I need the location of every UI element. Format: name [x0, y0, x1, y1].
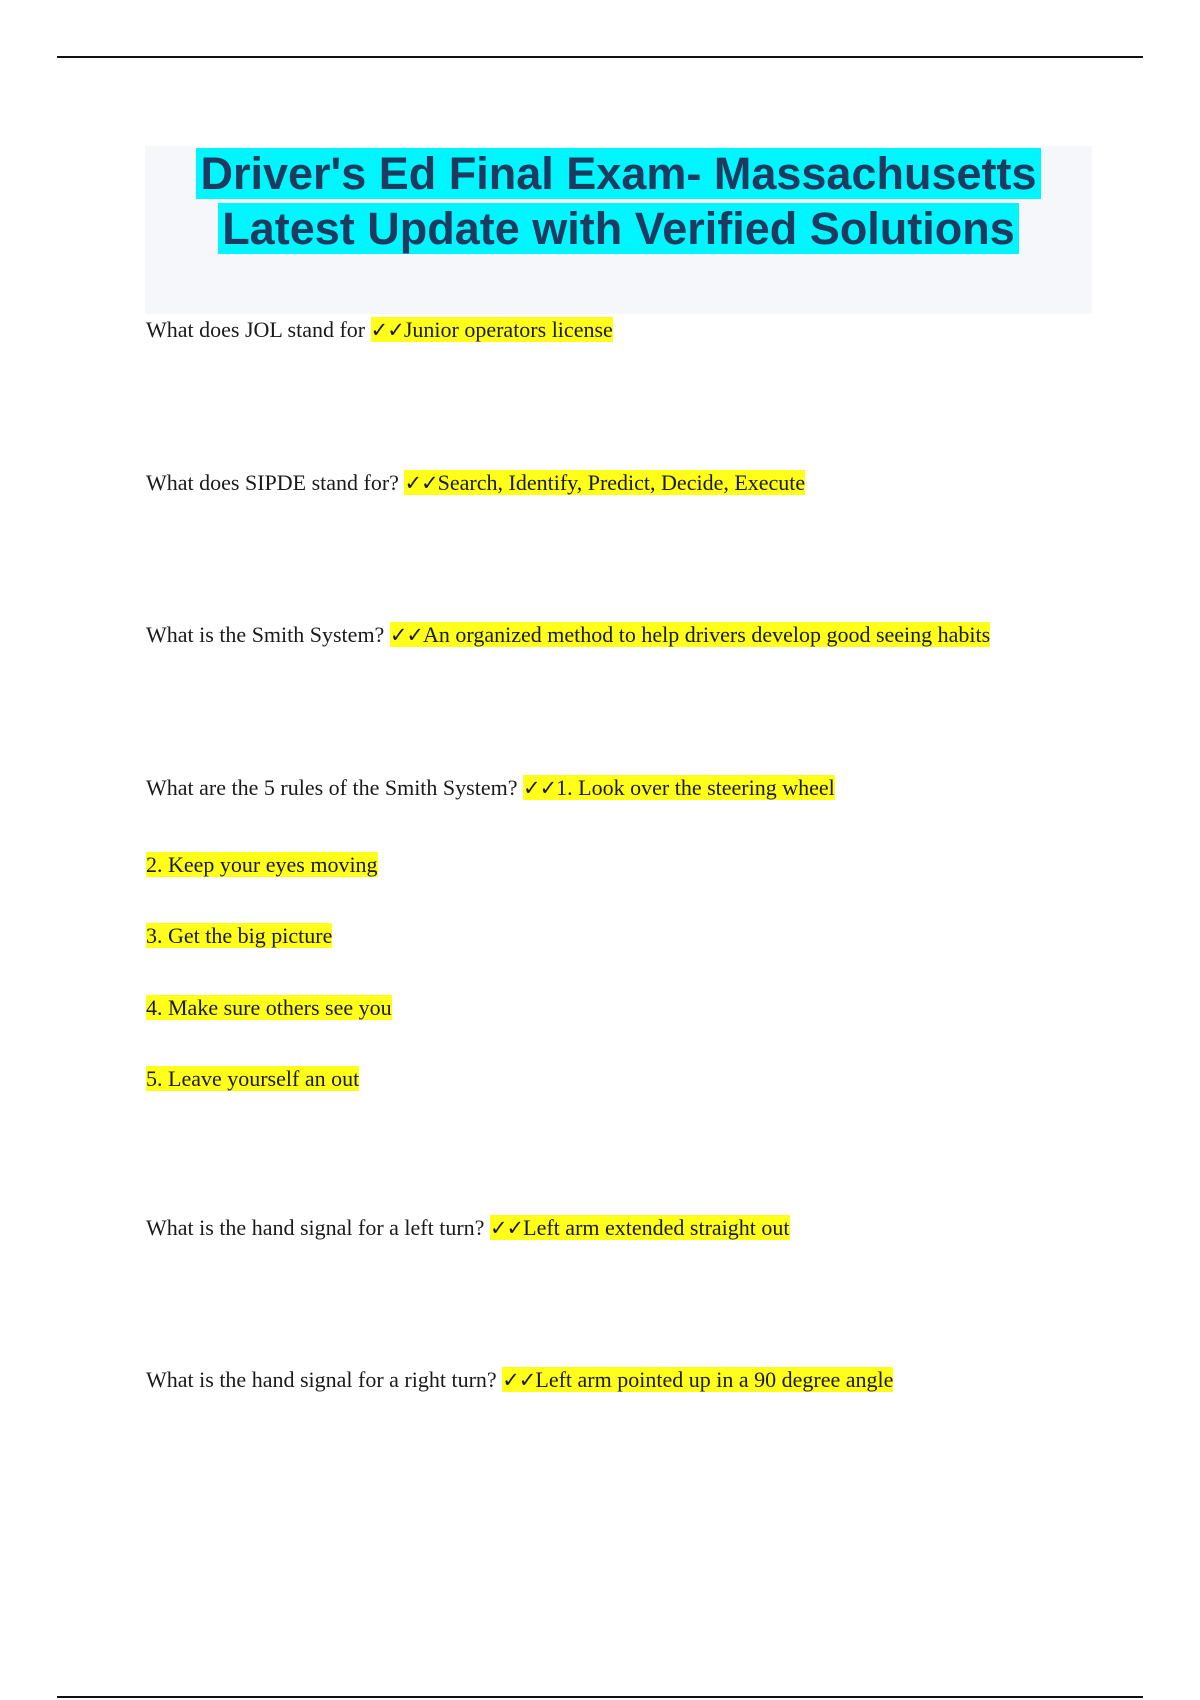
answer-continuation-4	[146, 993, 392, 1023]
question-text: What is the Smith System?	[146, 622, 385, 647]
question-text: What does JOL stand for	[146, 317, 366, 342]
answer-text: 3. Get the big picture	[146, 923, 333, 948]
answer-text: 5. Leave yourself an out	[146, 1066, 360, 1091]
answer-text: 1. Look over the steering wheel	[556, 775, 835, 800]
question-text: What is the hand signal for a right turn?	[146, 1367, 497, 1392]
question-text: What does SIPDE stand for?	[146, 470, 399, 495]
top-rule	[57, 56, 1143, 58]
check-icon: ✓✓	[489, 1216, 524, 1240]
answer-highlight	[490, 1215, 790, 1240]
question-2	[146, 468, 805, 498]
check-icon: ✓✓	[389, 623, 424, 647]
answer-text: 4. Make sure others see you	[146, 995, 392, 1020]
answer-text: Junior operators license	[403, 317, 613, 342]
answer-highlight	[390, 622, 990, 647]
answer-highlight	[404, 470, 805, 495]
answer-highlight	[371, 317, 613, 342]
question-text: What is the hand signal for a left turn?	[146, 1215, 485, 1240]
answer-highlight	[523, 775, 835, 800]
title-block	[145, 146, 1092, 314]
question-1	[146, 315, 613, 345]
bottom-rule	[57, 1696, 1143, 1698]
question-4	[146, 773, 835, 803]
answer-text: An organized method to help drivers develop good seeing habits	[423, 622, 991, 647]
check-icon: ✓✓	[370, 318, 404, 342]
answer-continuation-2	[146, 850, 378, 880]
answer-continuation-3	[146, 921, 332, 951]
title-line-2: Latest Update with Verified Solutions	[145, 201, 1092, 256]
question-3	[146, 620, 990, 650]
question-text: What are the 5 rules of the Smith System?	[146, 775, 518, 800]
answer-text: Search, Identify, Predict, Decide, Execute	[437, 470, 806, 495]
answer-continuation-5	[146, 1064, 359, 1094]
question-5	[146, 1213, 790, 1243]
check-icon: ✓✓	[404, 471, 438, 495]
title-line-1: Driver's Ed Final Exam- Massachusetts	[145, 146, 1092, 201]
question-6	[146, 1365, 893, 1395]
check-icon: ✓✓	[502, 1368, 536, 1392]
answer-highlight	[502, 1367, 893, 1392]
answer-text: 2. Keep your eyes moving	[146, 852, 378, 877]
answer-text: Left arm extended straight out	[523, 1215, 790, 1240]
check-icon: ✓✓	[522, 776, 557, 800]
answer-text: Left arm pointed up in a 90 degree angle	[535, 1367, 894, 1392]
